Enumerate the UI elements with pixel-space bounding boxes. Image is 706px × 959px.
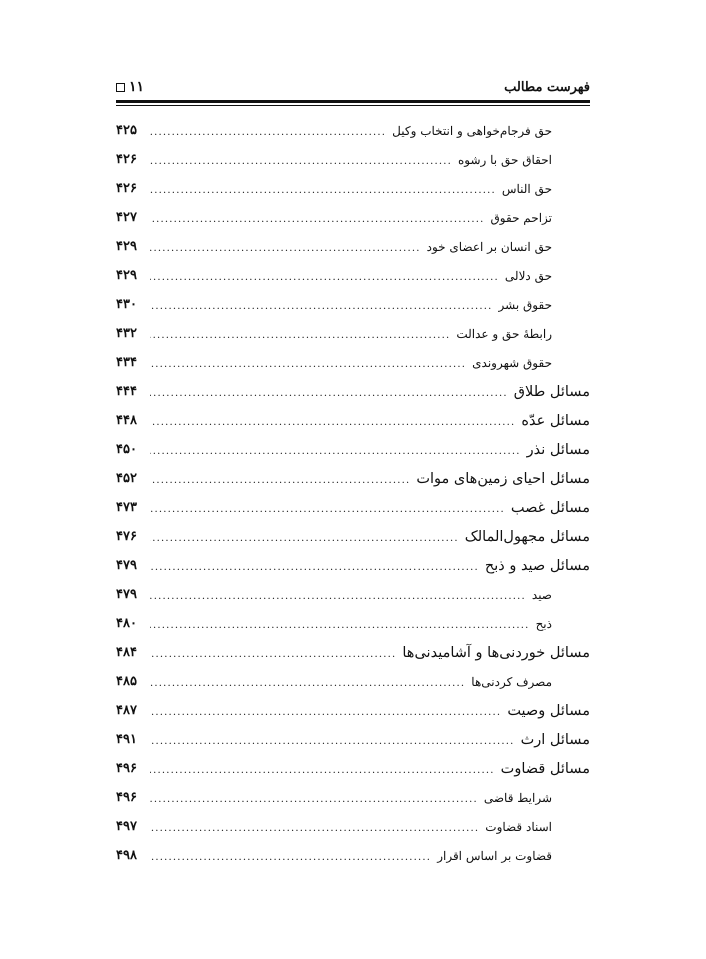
toc-entry-title: ذبح	[535, 616, 552, 631]
toc-entry[interactable]	[116, 290, 590, 319]
dot-leader	[150, 733, 515, 747]
toc-entry[interactable]	[116, 435, 590, 464]
toc-entry-title: مصرف کردنی‌ها	[471, 674, 552, 689]
toc-entry-page: ۴۳۰	[116, 297, 137, 312]
toc-entry-title: مسائل عدّه	[521, 412, 590, 429]
toc-entry-title: مسائل نذر	[526, 441, 590, 458]
toc-entry-page: ۴۳۴	[116, 355, 137, 370]
toc-entry-page: ۴۲۹	[116, 239, 137, 254]
toc-entry-page: ۴۵۲	[116, 471, 137, 486]
toc-entry-title: حق الناس	[501, 181, 552, 196]
table-of-contents	[116, 116, 590, 870]
header-rule-thick	[116, 100, 590, 103]
toc-entry-title: مسائل وصیت	[507, 702, 590, 719]
toc-entry-title: حقوق شهروندی	[472, 355, 552, 370]
dot-leader	[150, 153, 452, 167]
toc-entry[interactable]	[116, 551, 590, 580]
square-icon	[116, 83, 125, 92]
toc-entry[interactable]	[116, 493, 590, 522]
toc-entry-title: مسائل خوردنی‌ها و آشامیدنی‌ها	[402, 644, 590, 661]
toc-entry-page: ۴۹۱	[116, 732, 137, 747]
toc-entry-page: ۴۷۹	[116, 558, 137, 573]
toc-entry[interactable]	[116, 609, 590, 638]
toc-entry-title: حق دلالی	[504, 268, 552, 283]
dot-leader	[150, 472, 410, 486]
toc-entry[interactable]	[116, 754, 590, 783]
header-page-number	[116, 79, 144, 95]
toc-entry[interactable]	[116, 667, 590, 696]
dot-leader	[150, 559, 479, 573]
dot-leader	[150, 414, 515, 428]
toc-entry[interactable]	[116, 203, 590, 232]
toc-entry-page: ۴۳۲	[116, 326, 137, 341]
dot-leader	[150, 791, 478, 805]
dot-leader	[150, 501, 505, 515]
dot-leader	[150, 646, 396, 660]
toc-entry-page: ۴۸۵	[116, 674, 137, 689]
toc-entry[interactable]	[116, 261, 590, 290]
toc-entry-page: ۴۷۹	[116, 587, 137, 602]
toc-entry[interactable]	[116, 319, 590, 348]
toc-entry[interactable]	[116, 348, 590, 377]
toc-entry[interactable]	[116, 145, 590, 174]
toc-entry-page: ۴۸۷	[116, 703, 137, 718]
toc-entry-page: ۴۲۷	[116, 210, 137, 225]
dot-leader	[150, 762, 495, 776]
dot-leader	[150, 211, 484, 225]
toc-entry-title: مسائل احیای زمین‌های موات	[416, 470, 590, 487]
dot-leader	[150, 849, 431, 863]
toc-entry-page: ۴۴۴	[116, 384, 137, 399]
toc-entry-page: ۴۷۶	[116, 529, 137, 544]
toc-entry-title: اسناد قضاوت	[485, 819, 552, 834]
toc-entry-title: مسائل ارث	[520, 731, 590, 748]
dot-leader	[150, 617, 530, 631]
toc-entry-title: مسائل قضاوت	[500, 760, 590, 777]
dot-leader	[150, 443, 521, 457]
toc-entry-page: ۴۲۶	[116, 152, 137, 167]
dot-leader	[150, 385, 508, 399]
dot-leader	[150, 240, 421, 254]
toc-entry-page: ۴۹۷	[116, 819, 137, 834]
page-header	[116, 78, 590, 100]
toc-entry[interactable]	[116, 522, 590, 551]
dot-leader	[150, 269, 499, 283]
toc-entry-title: مسائل غصب	[510, 499, 590, 516]
toc-entry-page: ۴۹۸	[116, 848, 137, 863]
header-rule-thin	[116, 105, 590, 106]
toc-entry-page: ۴۲۶	[116, 181, 137, 196]
dot-leader	[150, 356, 466, 370]
toc-entry-title: حق فرجام‌خواهی و انتخاب وکیل	[392, 123, 552, 138]
toc-entry[interactable]	[116, 464, 590, 493]
dot-leader	[150, 820, 479, 834]
dot-leader	[150, 530, 459, 544]
toc-entry-page: ۴۲۵	[116, 123, 137, 138]
toc-entry-title: حق انسان بر اعضای خود	[426, 239, 552, 254]
toc-entry-title: مسائل طلاق	[513, 383, 590, 400]
dot-leader	[150, 327, 450, 341]
toc-entry[interactable]	[116, 783, 590, 812]
toc-entry-page: ۴۸۴	[116, 645, 137, 660]
toc-entry[interactable]	[116, 174, 590, 203]
dot-leader	[150, 675, 465, 689]
toc-entry-page: ۴۷۳	[116, 500, 137, 515]
toc-entry-page: ۴۹۶	[116, 761, 137, 776]
toc-entry[interactable]	[116, 116, 590, 145]
toc-entry-page: ۴۹۶	[116, 790, 137, 805]
toc-entry-title: شرایط قاضی	[483, 790, 552, 805]
dot-leader	[150, 182, 496, 196]
toc-entry[interactable]	[116, 841, 590, 870]
toc-entry[interactable]	[116, 406, 590, 435]
toc-entry-page: ۴۴۸	[116, 413, 137, 428]
toc-entry-title: قضاوت بر اساس اقرار	[437, 848, 552, 863]
toc-entry-title: رابطهٔ حق و عدالت	[456, 326, 552, 341]
toc-entry-title: احقاق حق با رشوه	[458, 152, 552, 167]
dot-leader	[150, 298, 493, 312]
toc-entry-page: ۴۲۹	[116, 268, 137, 283]
toc-entry-page: ۴۵۰	[116, 442, 137, 457]
toc-entry-title: صید	[531, 587, 552, 602]
toc-entry-page: ۴۸۰	[116, 616, 137, 631]
toc-entry[interactable]	[116, 812, 590, 841]
toc-entry[interactable]	[116, 725, 590, 754]
toc-entry[interactable]	[116, 232, 590, 261]
toc-entry[interactable]	[116, 377, 590, 406]
toc-entry-title: تزاحم حقوق	[490, 210, 552, 225]
dot-leader	[150, 704, 501, 718]
toc-entry-title: مسائل مجهول‌المالک	[464, 528, 590, 545]
dot-leader	[150, 588, 526, 602]
toc-entry-title: حقوق بشر	[498, 297, 552, 312]
toc-entry[interactable]	[116, 580, 590, 609]
toc-entry-title: مسائل صید و ذبح	[484, 557, 590, 574]
header-title: فهرست مطالب	[504, 80, 590, 95]
page-number: ۱۱	[129, 79, 145, 95]
toc-entry[interactable]	[116, 638, 590, 667]
dot-leader	[150, 124, 386, 138]
toc-entry[interactable]	[116, 696, 590, 725]
